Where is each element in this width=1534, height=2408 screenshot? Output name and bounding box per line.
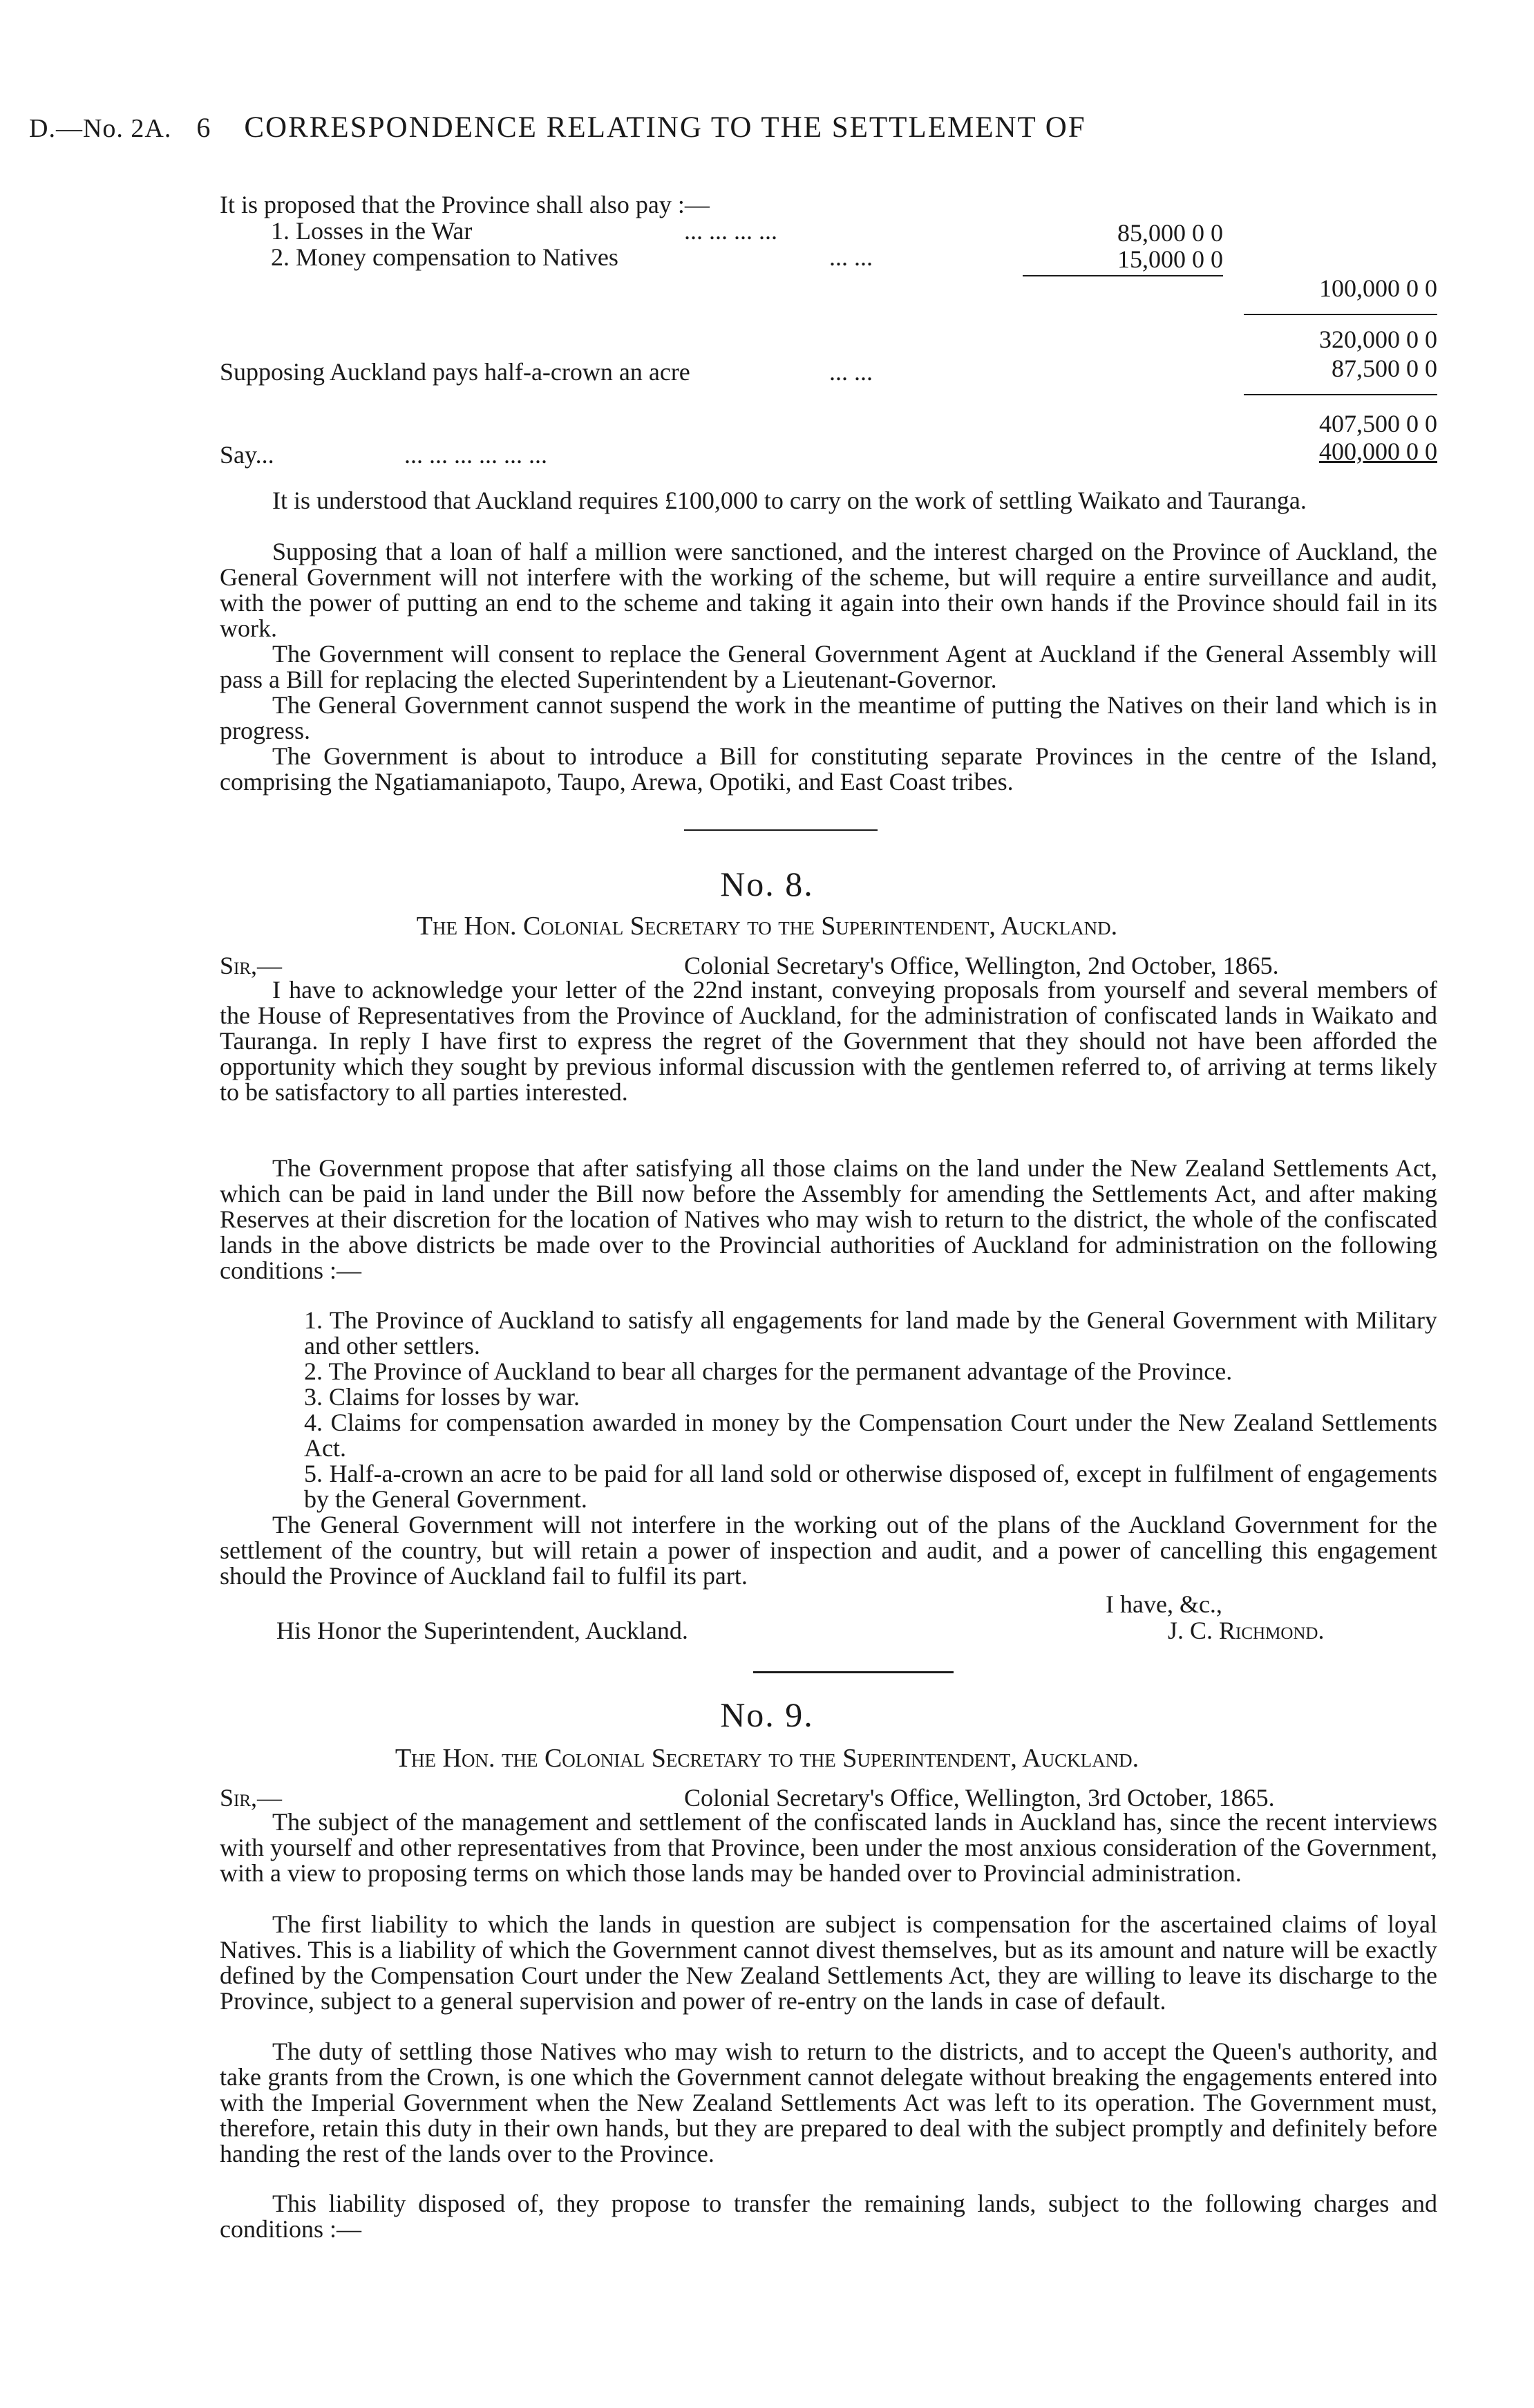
paragraph: The first liability to which the lands in question are subject is compensation for the ascertained claims of loyal Natives. This is a liability of which the Government cannot divest themselves, but as its amount and nature will be exactly defined by the Compensation Court under the New Zealand Settlements Act, they are willing to leave its discharge to the Province, subject to a general supervision and power of re-entry on the lands in case of default. [220, 1910, 1437, 2015]
table-item-value: 15,000 0 0 [1117, 245, 1223, 273]
paragraph: The General Government will not interfere in the working out of the plans of the Auckland Government for the settlement of the country, but will retain a power of inspection and audit, and a power of cancelling this engagement should the Province of Auckland fail to fulfil its part. [220, 1511, 1437, 1590]
paragraph: The Government propose that after satisfying all those claims on the land under the New Zealand Settlements Act, which can be paid in land under the Bill now before the Assembly for amending the Settlements Act, and after making Reserves at their discretion for the location of Natives who may wish to return to the district, the whole of the confiscated lands in the above districts be made over to the Provincial authorities of Auckland for administration on the following conditions :— [220, 1154, 1437, 1284]
table-subtotal: 320,000 0 0 [1319, 326, 1437, 353]
table-rule [1244, 314, 1437, 315]
paragraph: The Government will consent to replace the General Government Agent at Auckland if the General Assembly will pass a Bill for replacing the elected Superintendent by a Lieutenant-Governor. [220, 640, 1437, 693]
dateline: Colonial Secretary's Office, Wellington, 3rd October, 1865. [684, 1784, 1275, 1812]
section-divider [753, 1671, 954, 1673]
paragraph: Supposing that a loan of half a million were sanctioned, and the interest charged on the Province of Auckland, the General Government will not interfere with the working of the scheme, but will require a entire surveillance and audit, with the power of putting an end to the scheme and taking it again into their own hands if the Province should fail in its work. [220, 538, 1437, 642]
table-item-value: 87,500 0 0 [1332, 355, 1437, 382]
letter-from-to: The Hon. Colonial Secretary to the Superintendent, Auckland. [416, 912, 1118, 941]
table-item-label: 2. Money compensation to Natives [271, 243, 618, 271]
table-rounded-total: 400,000 0 0 [1319, 438, 1437, 465]
letter-number: No. 8. [720, 865, 814, 903]
running-head [29, 111, 1086, 144]
table-item-label: 1. Losses in the War [271, 217, 473, 245]
paragraph: The Government is about to introduce a Bill for constituting separate Provinces in the centre of the Island, comprising the Ngatiamaniapoto, Taupo, Arewa, Opotiki, and East Coast tribes. [220, 742, 1437, 796]
table-leader-dots: ... ... [829, 243, 873, 271]
paragraph: It is understood that Auckland requires £100,000 to carry on the work of settling Waikato and Tauranga. [272, 487, 1307, 514]
letter-number: No. 9. [720, 1695, 814, 1734]
salutation: Sir,— [220, 1784, 283, 1812]
table-leader-dots: ... ... ... ... [684, 217, 777, 245]
condition-item: 1. The Province of Auckland to satisfy all engagements for land made by the General Government with Military and other settlers. [304, 1306, 1437, 1360]
table-intro: It is proposed that the Province shall also pay :— [220, 191, 710, 218]
table-rule [1023, 275, 1223, 276]
table-rule [1244, 394, 1437, 395]
paragraph: This liability disposed of, they propose to transfer the remaining lands, subject to the following charges and conditions :— [220, 2190, 1437, 2243]
paragraph: The duty of settling those Natives who may wish to return to the districts, and to accept the Queen's authority, and take grants from the Crown, is one which the Government cannot delegate without breaking the engagements entered into with the Imperial Government when the New Zealand Settlements Act was left to its operation. The Government must, therefore, retain this duty in their own hands, but they are prepared to deal with the subject promptly and definitely before handing the rest of the lands over to the Province. [220, 2038, 1437, 2167]
table-leader-dots: ... ... [829, 358, 873, 386]
table-subtotal: 100,000 0 0 [1319, 274, 1437, 302]
salutation: Sir,— [220, 952, 283, 979]
signature: J. C. Richmond. [1168, 1617, 1325, 1644]
closing: I have, &c., [1106, 1590, 1222, 1618]
addressee: His Honor the Superintendent, Auckland. [276, 1617, 688, 1644]
paragraph: The subject of the management and settlement of the confiscated lands in Auckland has, since the recent interviews with yourself and other representatives from that Province, been under the most anxious consideration of the Government, with a view to proposing terms on which those lands may be handed over to Provincial administration. [220, 1808, 1437, 1887]
condition-item: 4. Claims for compensation awarded in money by the Compensation Court under the New Zealand Settlements Act. [304, 1409, 1437, 1462]
document-reference: D.—No. 2A. [29, 114, 172, 143]
condition-item: 2. The Province of Auckland to bear all charges for the permanent advantage of the Province. [304, 1357, 1233, 1385]
paragraph: I have to acknowledge your letter of the 22nd instant, conveying proposals from yourself and several members of the House of Representatives from the Province of Auckland, for the administration of confiscated lands in Waikato and Tauranga. In reply I have first to express the regret of the Government that they should not have been afforded the opportunity which they sought by previous informal discussion with the gentlemen referred to, of arriving at terms likely to be satisfactory to all parties interested. [220, 976, 1437, 1106]
page-title: CORRESPONDENCE RELATING TO THE SETTLEMENT OF [244, 111, 1086, 144]
table-item-label: Supposing Auckland pays half-a-crown an acre [220, 358, 690, 386]
letter-from-to: The Hon. the Colonial Secretary to the Superintendent, Auckland. [395, 1744, 1139, 1773]
table-leader-dots: ... ... ... ... ... ... [404, 441, 547, 469]
condition-item: 5. Half-a-crown an acre to be paid for all land sold or otherwise disposed of, except in fulfilment of engagements by the General Government. [304, 1460, 1437, 1513]
table-item-value: 85,000 0 0 [1117, 219, 1223, 247]
page-number: 6 [196, 112, 211, 143]
dateline: Colonial Secretary's Office, Wellington, 2nd October, 1865. [684, 952, 1279, 979]
table-item-label: Say... [220, 441, 274, 469]
condition-item: 3. Claims for losses by war. [304, 1383, 580, 1411]
section-divider [684, 829, 878, 831]
table-total: 407,500 0 0 [1319, 410, 1437, 438]
paragraph: The General Government cannot suspend the work in the meantime of putting the Natives on their land which is in progress. [220, 691, 1437, 744]
